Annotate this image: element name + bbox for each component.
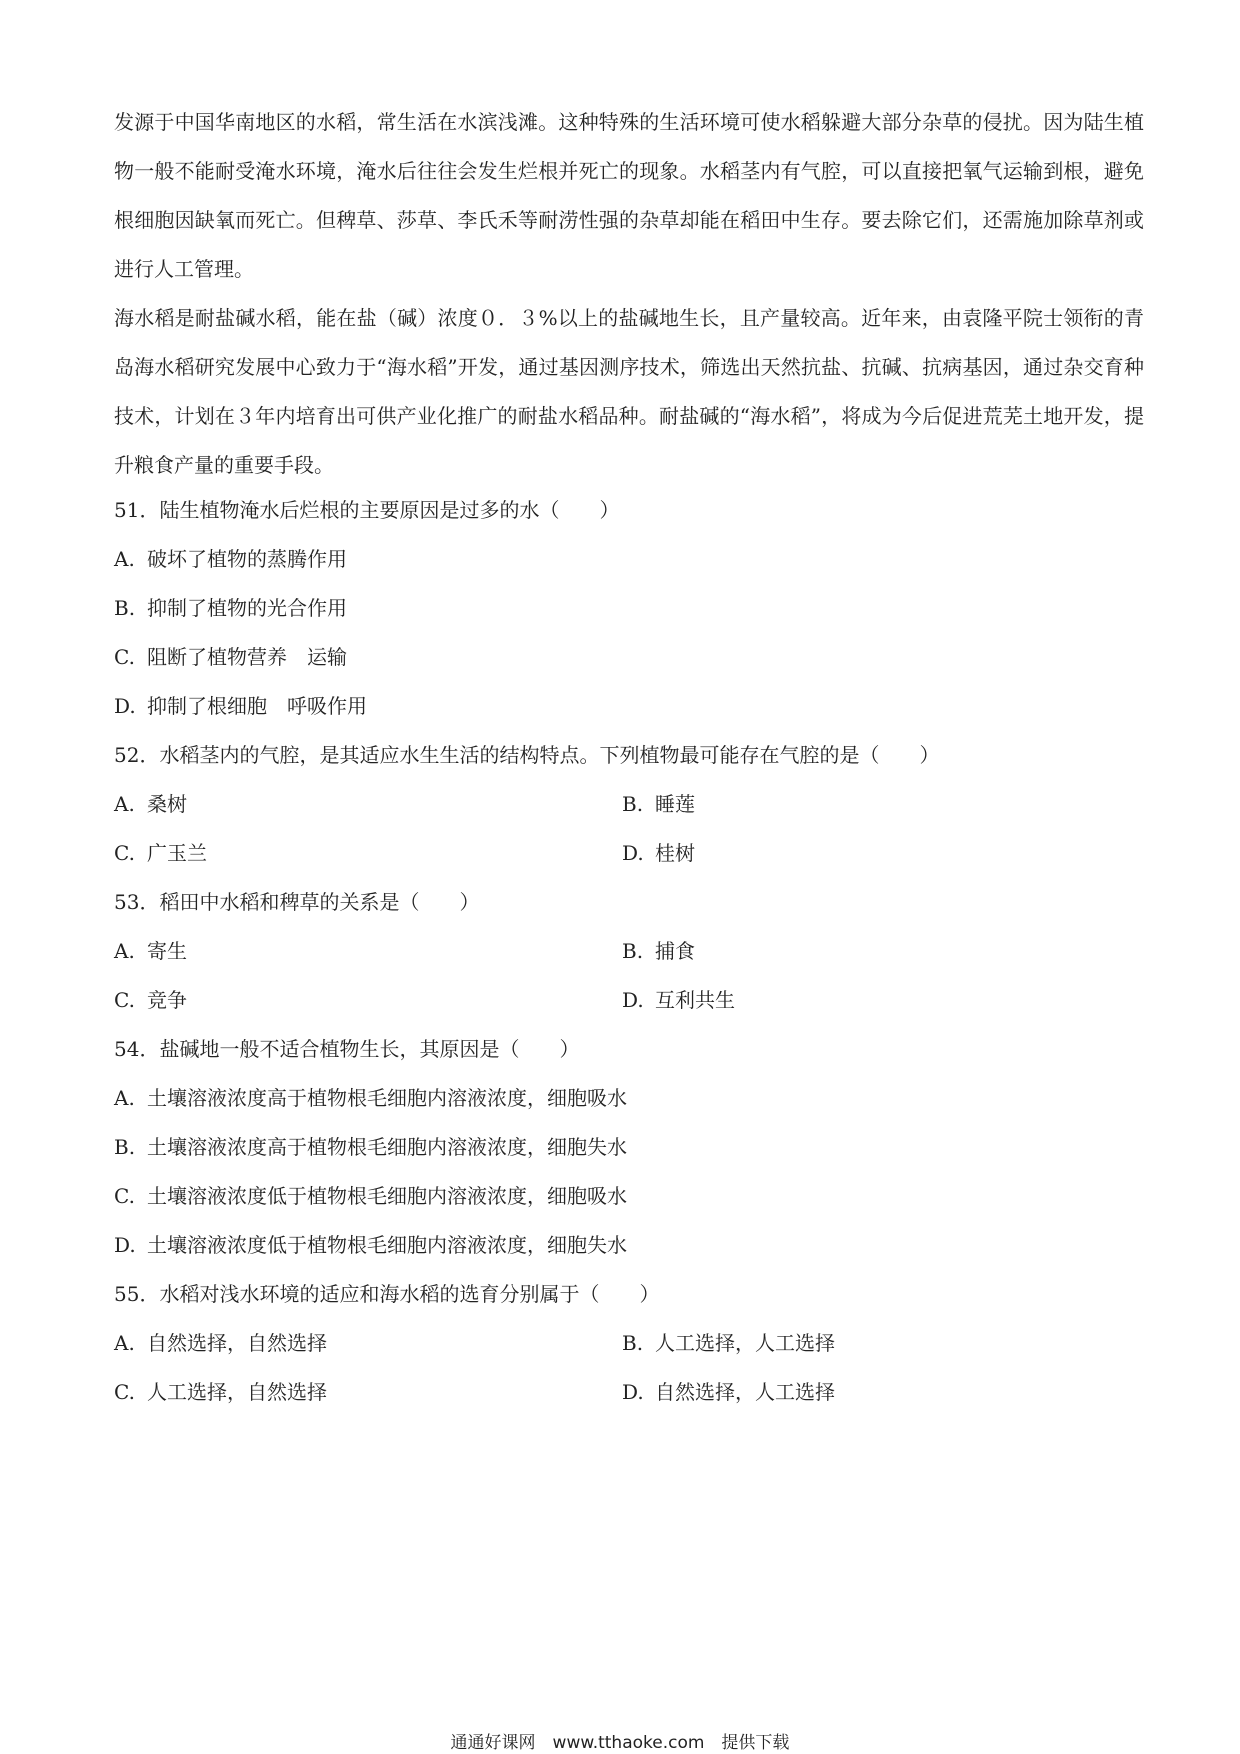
option-letter: C. xyxy=(114,988,135,1012)
question-stem: 54．盐碱地一般不适合植物生长，其原因是（ ） xyxy=(114,1037,580,1061)
option-row xyxy=(114,1172,1144,1221)
option-letter: A. xyxy=(114,547,135,571)
option-letter: A. xyxy=(114,1331,135,1355)
option-row xyxy=(114,535,1144,584)
option-b xyxy=(622,1319,835,1368)
option-b xyxy=(622,780,695,829)
option-letter: B. xyxy=(622,1331,644,1355)
option-c xyxy=(114,633,347,682)
option-d xyxy=(622,829,695,878)
option-row xyxy=(114,682,1144,731)
question-53 xyxy=(114,878,1144,1025)
option-text: 土壤溶液浓度低于植物根毛细胞内溶液浓度，细胞失水 xyxy=(147,1233,627,1257)
option-text: 土壤溶液浓度高于植物根毛细胞内溶液浓度，细胞吸水 xyxy=(147,1086,627,1110)
option-text: 自然选择，自然选择 xyxy=(147,1331,327,1355)
passage-paragraph-1: 发源于中国华南地区的水稻，常生活在水滨浅滩。这种特殊的生活环境可使水稻躲避大部分杂草的侵扰。因为陆生植物一般不能耐受淹水环境，淹水后往往会发生烂根并死亡的现象。水稻茎内有气腔，可以直接把氧气运输到根，避免根细胞因缺氧而死亡。但稗草、莎草、李氏禾等耐涝性强的杂草却能在稻田中生存。要去除它们，还需施加除草剂或进行人工管理。 xyxy=(114,110,1144,281)
option-a xyxy=(114,1074,627,1123)
option-letter: B. xyxy=(114,1135,136,1159)
question-stem: 51．陆生植物淹水后烂根的主要原因是过多的水（ ） xyxy=(114,498,620,522)
option-row xyxy=(114,780,1144,829)
option-text: 竞争 xyxy=(147,988,187,1012)
option-text: 自然选择，人工选择 xyxy=(655,1380,835,1404)
option-b xyxy=(114,1123,627,1172)
option-text: 抑制了根细胞 呼吸作用 xyxy=(147,694,367,718)
option-b xyxy=(114,584,347,633)
option-letter: C. xyxy=(114,1184,135,1208)
option-a xyxy=(114,535,347,584)
option-d xyxy=(622,1368,835,1417)
option-letter: D. xyxy=(622,1380,644,1404)
option-row xyxy=(114,1074,1144,1123)
option-text: 破坏了植物的蒸腾作用 xyxy=(147,547,347,571)
option-text: 广玉兰 xyxy=(147,841,207,865)
option-text: 人工选择，自然选择 xyxy=(147,1380,327,1404)
option-row xyxy=(114,1221,1144,1270)
option-a xyxy=(114,1319,622,1368)
question-list xyxy=(114,486,1144,1417)
option-letter: D. xyxy=(622,988,644,1012)
option-text: 阻断了植物营养 运输 xyxy=(147,645,347,669)
option-letter: A. xyxy=(114,939,135,963)
passage-paragraph-2: 海水稻是耐盐碱水稻，能在盐（碱）浓度０．３%以上的盐碱地生长，且产量较高。近年来，由袁隆平院士领衔的青岛海水稻研究发展中心致力于“海水稻”开发，通过基因测序技术，筛选出天然抗盐、抗碱、抗病基因，通过杂交育种技术，计划在３年内培育出可供产业化推广的耐盐水稻品种。耐盐碱的“海水稻”，将成为今后促进荒芜土地开发，提升粮食产量的重要手段。 xyxy=(114,306,1144,477)
option-row xyxy=(114,1123,1144,1172)
option-row xyxy=(114,927,1144,976)
option-d xyxy=(114,682,367,731)
question-51 xyxy=(114,486,1144,731)
option-c xyxy=(114,1368,622,1417)
option-letter: B. xyxy=(622,792,644,816)
option-row xyxy=(114,584,1144,633)
footer-source-note: 通通好课网 www.tthaoke.com 提供下载 xyxy=(450,1733,790,1753)
option-text: 捕食 xyxy=(655,939,695,963)
option-text: 桂树 xyxy=(655,841,695,865)
option-text: 寄生 xyxy=(147,939,187,963)
reading-passage xyxy=(114,98,1144,490)
option-c xyxy=(114,1172,627,1221)
option-row xyxy=(114,633,1144,682)
option-letter: B. xyxy=(622,939,644,963)
option-d xyxy=(114,1221,627,1270)
question-stem: 52．水稻茎内的气腔，是其适应水生生活的结构特点。下列植物最可能存在气腔的是（ ） xyxy=(114,743,940,767)
question-52 xyxy=(114,731,1144,878)
option-row xyxy=(114,829,1144,878)
option-row xyxy=(114,1368,1144,1417)
option-b xyxy=(622,927,695,976)
option-letter: D. xyxy=(114,1233,136,1257)
option-text: 互利共生 xyxy=(655,988,735,1012)
option-text: 抑制了植物的光合作用 xyxy=(147,596,347,620)
option-text: 人工选择，人工选择 xyxy=(655,1331,835,1355)
option-letter: D. xyxy=(622,841,644,865)
question-55 xyxy=(114,1270,1144,1417)
option-letter: A. xyxy=(114,792,135,816)
option-letter: B. xyxy=(114,596,136,620)
option-a xyxy=(114,780,622,829)
option-text: 桑树 xyxy=(147,792,187,816)
option-letter: D. xyxy=(114,694,136,718)
option-letter: C. xyxy=(114,1380,135,1404)
option-letter: C. xyxy=(114,645,135,669)
question-stem: 53．稻田中水稻和稗草的关系是（ ） xyxy=(114,890,480,914)
option-d xyxy=(622,976,735,1025)
question-stem: 55．水稻对浅水环境的适应和海水稻的选育分别属于（ ） xyxy=(114,1282,660,1306)
option-letter: C. xyxy=(114,841,135,865)
option-a xyxy=(114,927,622,976)
option-text: 土壤溶液浓度高于植物根毛细胞内溶液浓度，细胞失水 xyxy=(147,1135,627,1159)
question-54 xyxy=(114,1025,1144,1270)
option-row xyxy=(114,976,1144,1025)
option-c xyxy=(114,829,622,878)
option-text: 睡莲 xyxy=(655,792,695,816)
option-letter: A. xyxy=(114,1086,135,1110)
option-text: 土壤溶液浓度低于植物根毛细胞内溶液浓度，细胞吸水 xyxy=(147,1184,627,1208)
option-c xyxy=(114,976,622,1025)
option-row xyxy=(114,1319,1144,1368)
